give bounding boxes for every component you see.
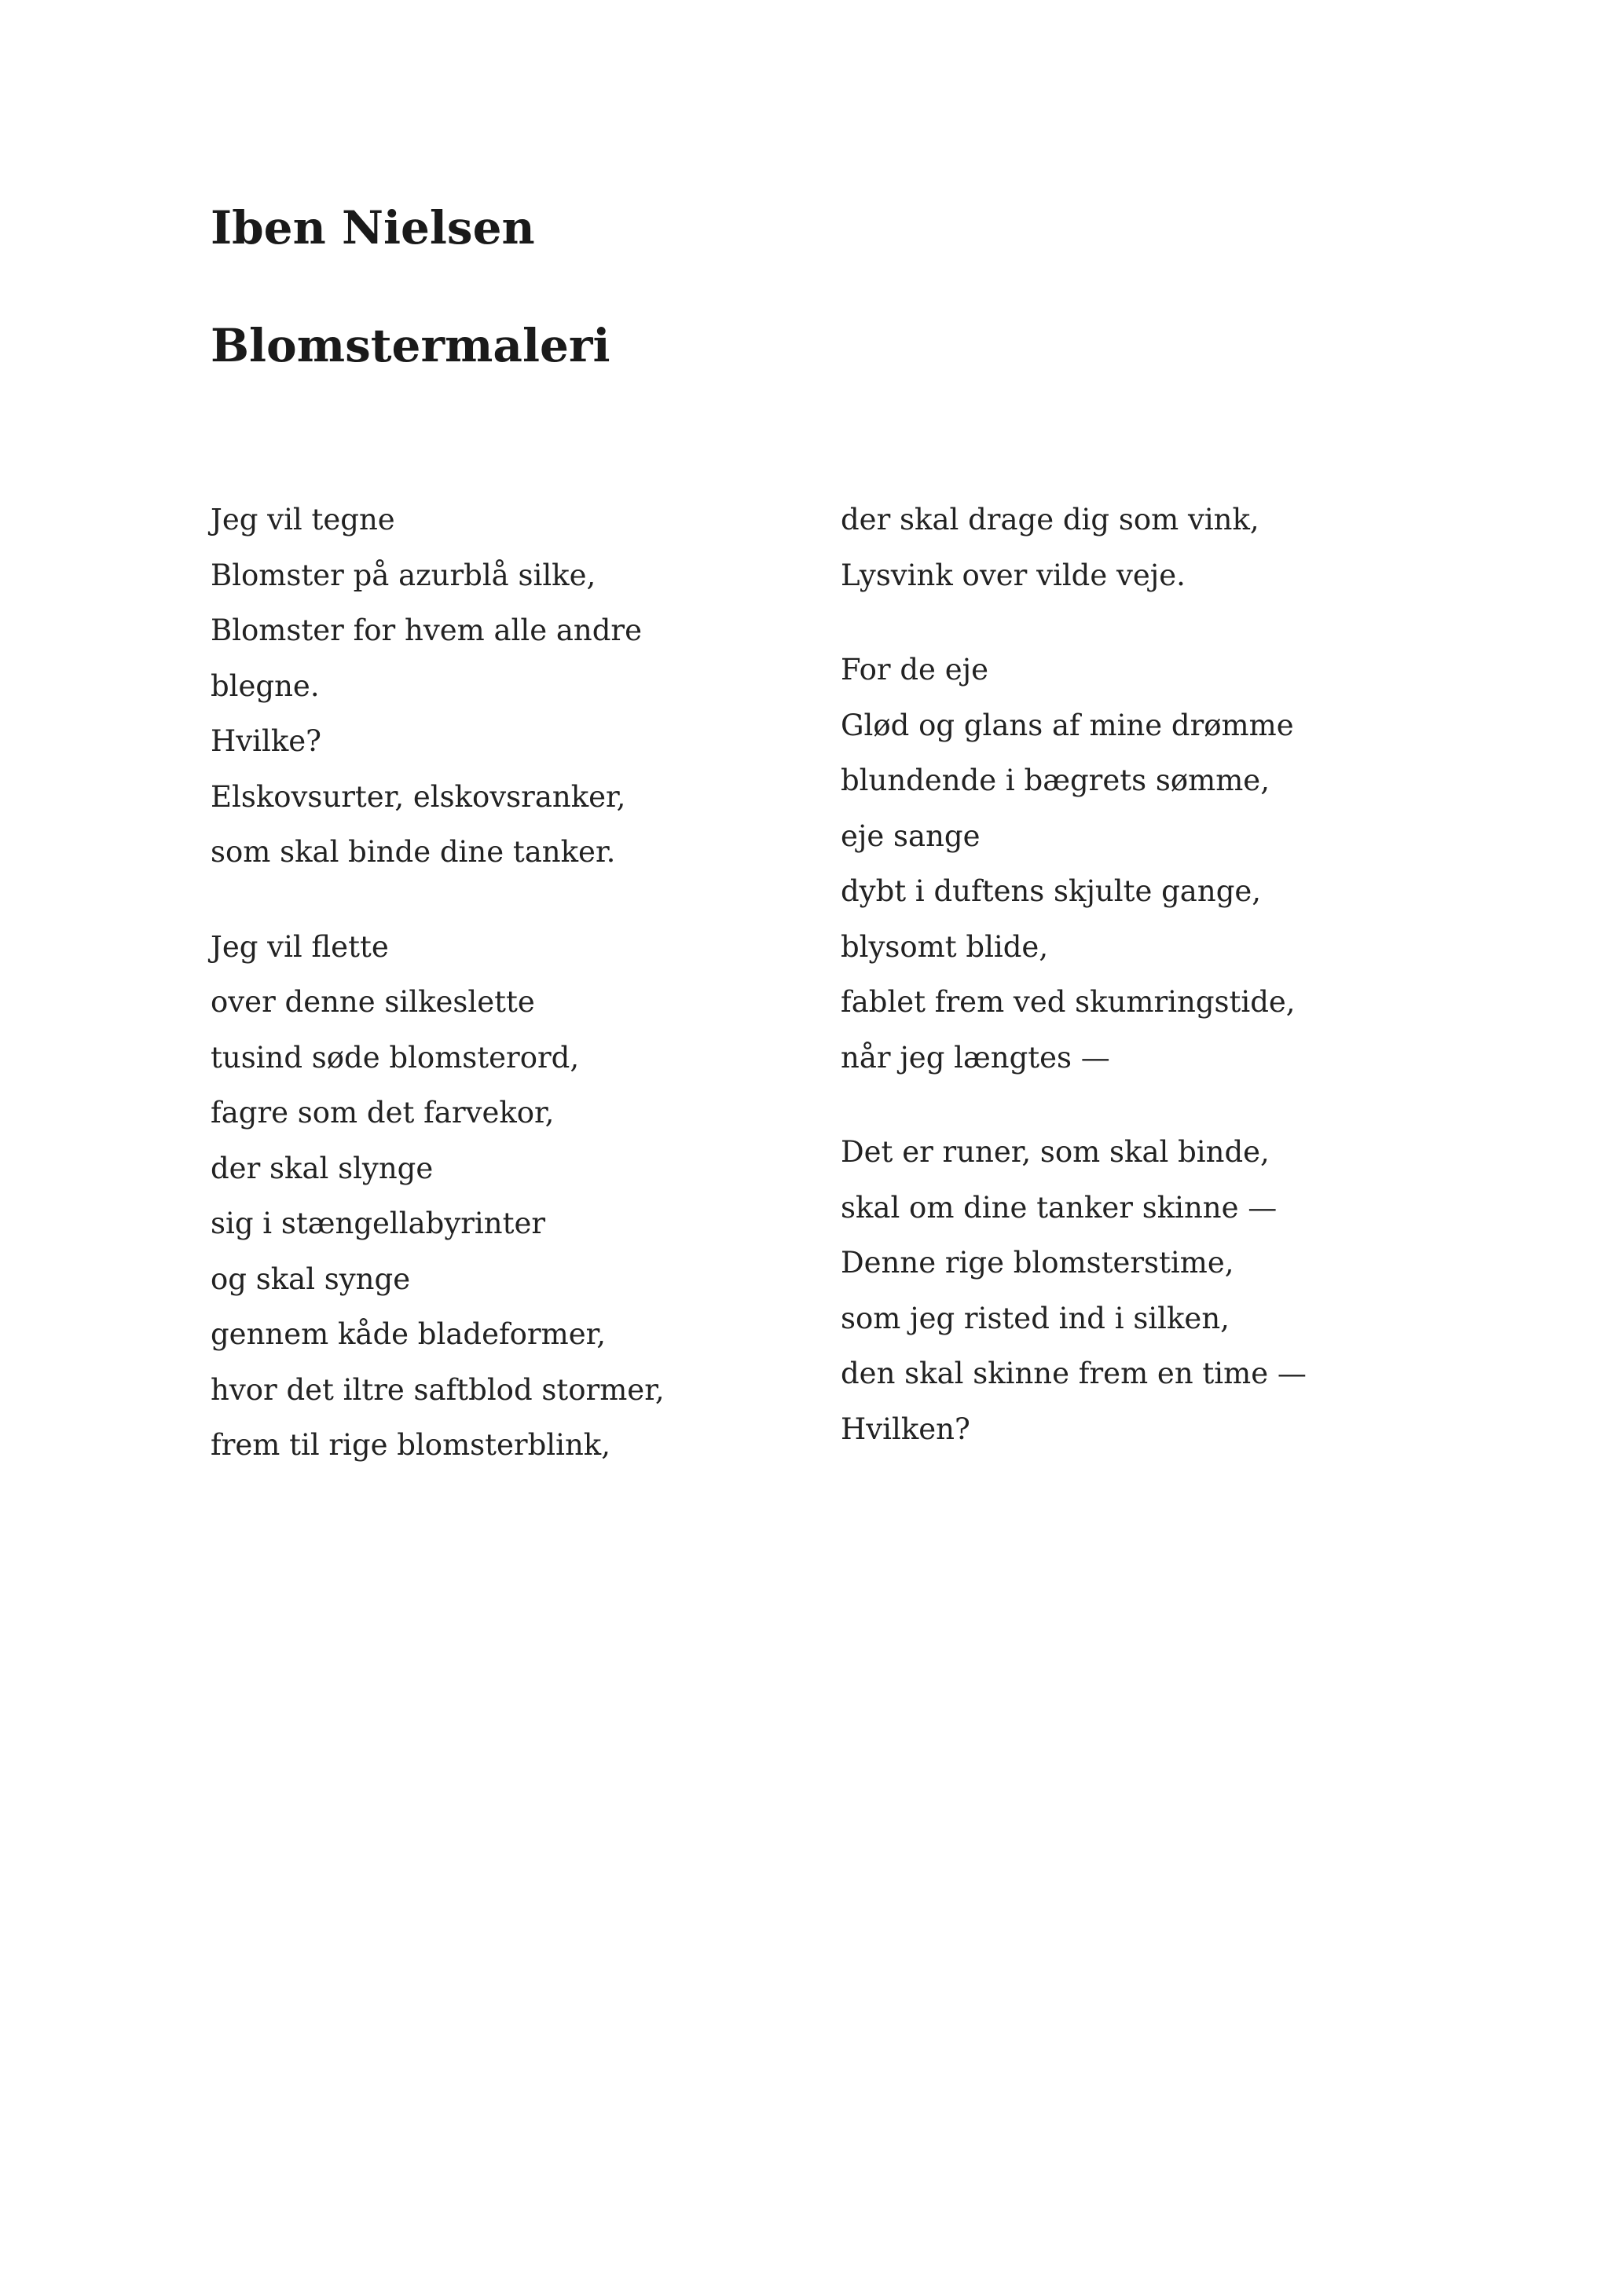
- poem-line: eje sange: [841, 818, 981, 853]
- poem-column-right: [841, 493, 1438, 1457]
- poem-line: Jeg vil tegne: [211, 503, 395, 536]
- poem-line: dybt i duftens skjulte gange,: [841, 874, 1262, 908]
- poem-line: Blomster på azurblå silke,: [211, 558, 596, 592]
- poem-line: Hvilken?: [841, 1412, 970, 1446]
- stanza: [841, 643, 1438, 1086]
- author-name: Iben Nielsen: [211, 201, 535, 255]
- poem-line: der skal slynge: [211, 1151, 434, 1185]
- poem-line: tusind søde blomsterord,: [211, 1040, 580, 1075]
- poem-line: blegne.: [211, 668, 320, 703]
- poem-line: blysomt blide,: [841, 929, 1049, 964]
- poem-line: som jeg risted ind i silken,: [841, 1301, 1230, 1335]
- poem-line: Jeg vil flette: [211, 929, 389, 964]
- poem-line: som skal binde dine tanker.: [211, 835, 616, 869]
- poem-line: Lysvink over vilde veje.: [841, 558, 1186, 592]
- poem-line: Hvilke?: [211, 724, 321, 758]
- poem-line: skal om dine tanker skinne —: [841, 1190, 1278, 1225]
- poem-line: Denne rige blomsterstime,: [841, 1246, 1234, 1280]
- poem-line: Det er runer, som skal binde,: [841, 1135, 1270, 1169]
- stanza: [211, 493, 808, 881]
- stanza: [841, 1125, 1438, 1457]
- poem-line: over denne silkeslette: [211, 985, 535, 1019]
- poem-line: frem til rige blomsterblink,: [211, 1428, 610, 1462]
- stanza: [841, 493, 1438, 603]
- poem-line: hvor det iltre saftblod stormer,: [211, 1372, 665, 1407]
- poem-column-left: [211, 493, 808, 1474]
- poem-line: Blomster for hvem alle andre: [211, 613, 643, 647]
- poem-line: Elskovsurter, elskovsranker,: [211, 779, 626, 814]
- poem-line: der skal drage dig som vink,: [841, 503, 1259, 536]
- poem-line: når jeg længtes —: [841, 1040, 1110, 1075]
- poem-title: Blomstermaleri: [211, 319, 610, 372]
- poem-line: og skal synge: [211, 1262, 411, 1296]
- poem-line: fagre som det farvekor,: [211, 1096, 555, 1130]
- poem-line: blundende i bægrets sømme,: [841, 764, 1270, 797]
- poem-line: For de eje: [841, 653, 988, 687]
- poem-line: sig i stængellabyrinter: [211, 1207, 546, 1240]
- poem-line: gennem kåde bladeformer,: [211, 1317, 606, 1351]
- poem-line: fablet frem ved skumringstide,: [841, 985, 1296, 1019]
- poem-line: Glød og glans af mine drømme: [841, 708, 1294, 742]
- poem-line: den skal skinne frem en time —: [841, 1357, 1307, 1390]
- stanza: [211, 920, 808, 1474]
